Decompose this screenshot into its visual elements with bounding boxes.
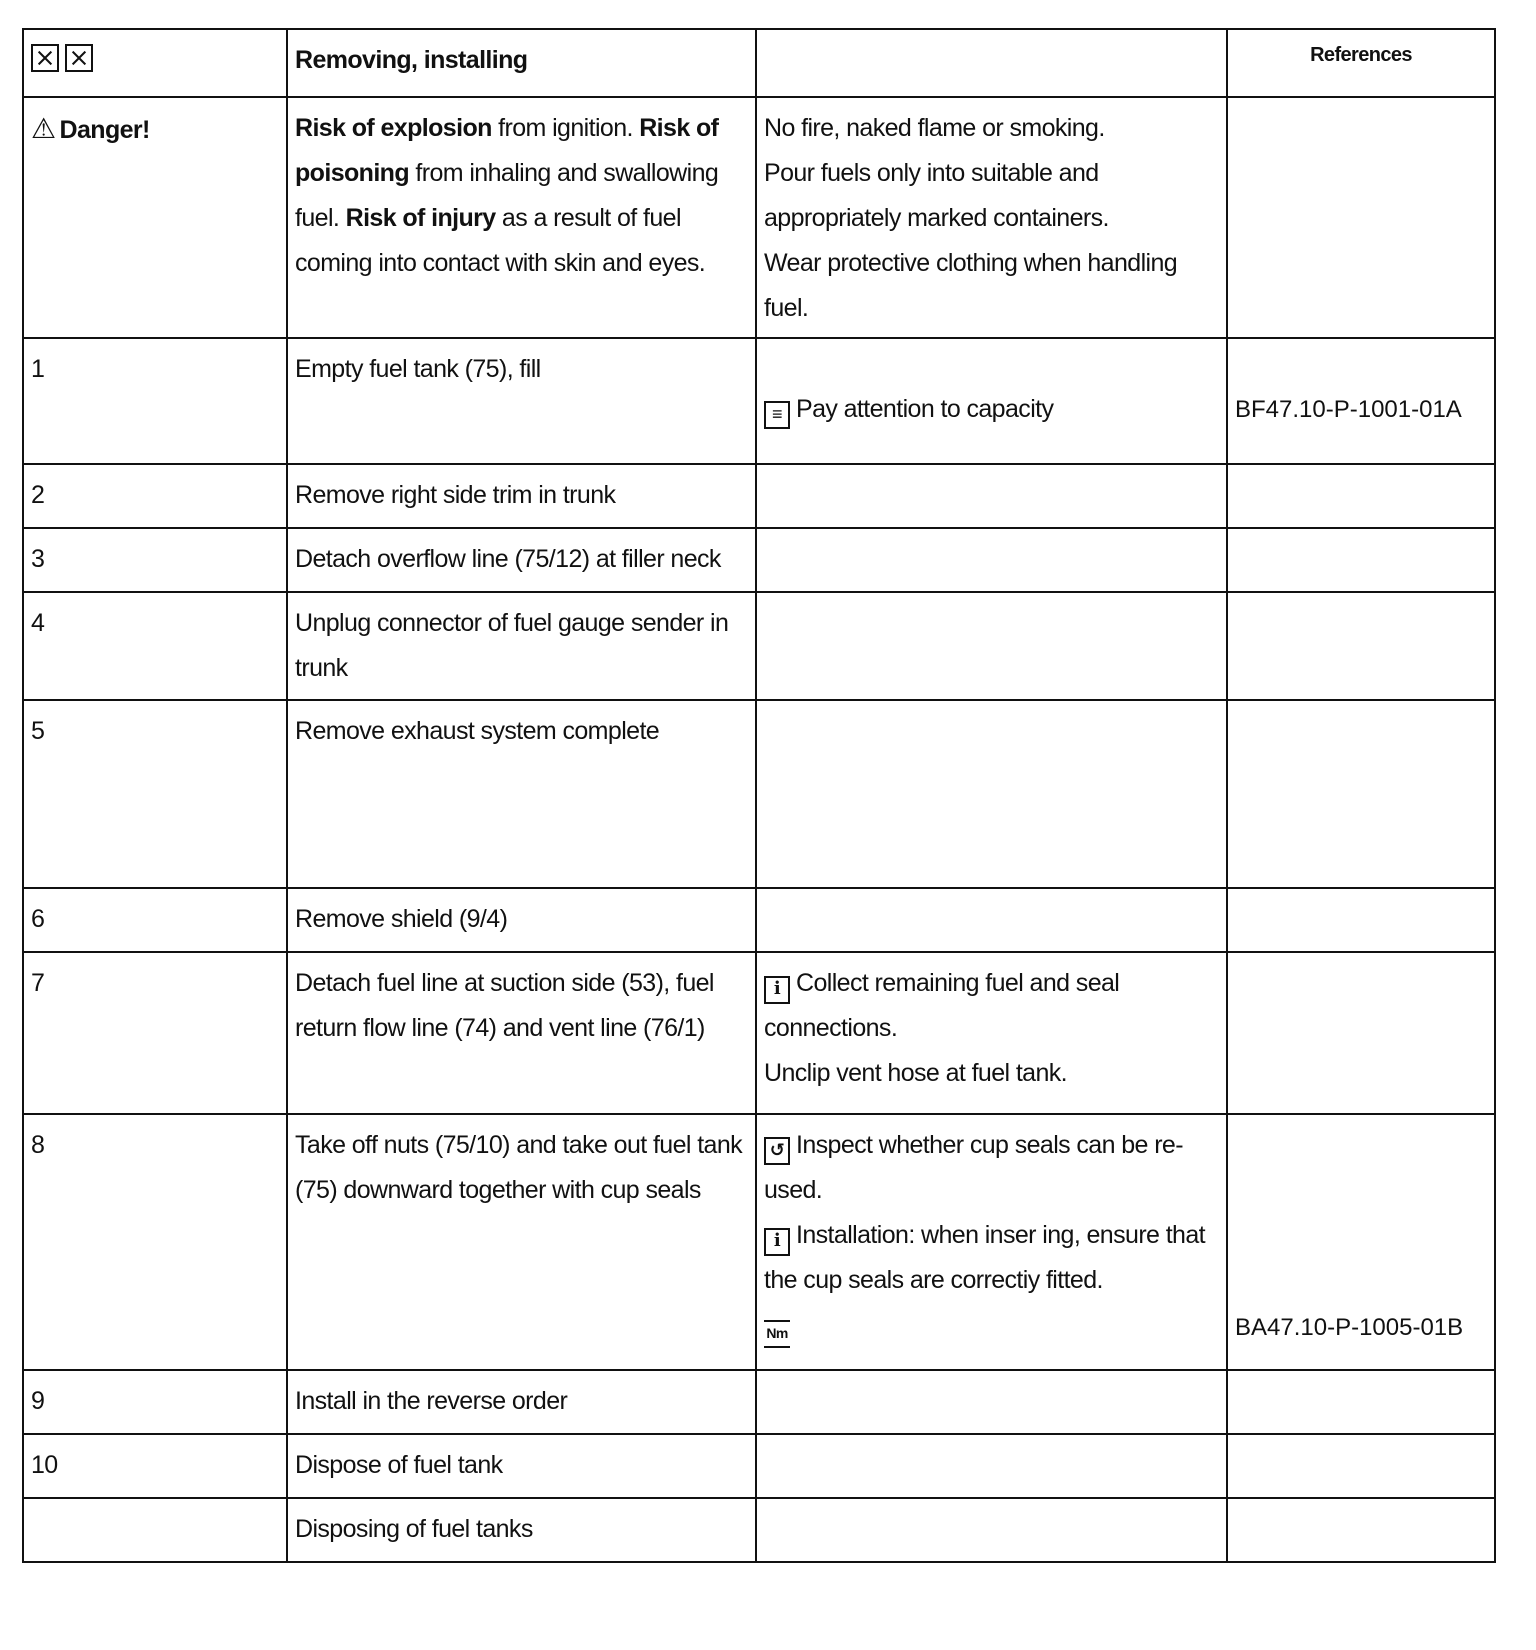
wrench-cross-icon: [65, 44, 93, 72]
danger-measure: No fire, naked flame or smoking.: [764, 114, 1105, 142]
step-ref: [1227, 592, 1495, 700]
wrench-cross-icon: [31, 44, 59, 72]
danger-description: [287, 97, 756, 338]
step-note: [756, 528, 1227, 592]
step-ref: [1227, 1498, 1495, 1562]
table-row: [23, 528, 1495, 592]
step-ref: [1227, 464, 1495, 528]
table-row: [23, 888, 1495, 952]
danger-measures: [756, 97, 1227, 338]
table-row: [23, 700, 1495, 888]
procedure-sheet: [22, 28, 1494, 1563]
step-number: 2: [23, 464, 287, 528]
step-ref: [1227, 1370, 1495, 1434]
info-note: Collect remaining fuel and seal connections.: [764, 969, 1120, 1042]
procedure-table: [22, 28, 1496, 1563]
torque-icon: Nm: [764, 1320, 790, 1348]
step-text: Take off nuts (75/10) and take out fuel tank (75) downward together with cup seals: [287, 1114, 756, 1370]
step-text: Remove exhaust system complete: [287, 700, 756, 888]
step-text: Dispose of fuel tank: [287, 1434, 756, 1498]
step-ref: [1227, 1114, 1495, 1370]
step-text: Empty fuel tank (75), fill: [287, 338, 756, 464]
table-header-row: [23, 29, 1495, 97]
step-text: Remove right side trim in trunk: [287, 464, 756, 528]
table-row: [23, 592, 1495, 700]
header-col3: [756, 29, 1227, 97]
step-text: Remove shield (9/4): [287, 888, 756, 952]
step-number: 10: [23, 1434, 287, 1498]
step-number: 9: [23, 1370, 287, 1434]
step-number: 3: [23, 528, 287, 592]
table-row: [23, 1498, 1495, 1562]
step-number: 7: [23, 952, 287, 1114]
step-note: [756, 1434, 1227, 1498]
step-text: Disposing of fuel tanks: [287, 1498, 756, 1562]
step-note: [756, 338, 1227, 464]
header-references: References: [1227, 29, 1495, 97]
step-note: [756, 592, 1227, 700]
danger-measure: Pour fuels only into suitable and appropriately marked containers.: [764, 159, 1109, 232]
step-note: [756, 1498, 1227, 1562]
table-row: [23, 1434, 1495, 1498]
step-ref: [1227, 528, 1495, 592]
danger-risk-2: Risk of poisoning: [295, 114, 719, 187]
step-number: 8: [23, 1114, 287, 1370]
table-row: [23, 952, 1495, 1114]
step-note: [756, 952, 1227, 1114]
danger-ref: [1227, 97, 1495, 338]
step-note: [756, 1114, 1227, 1370]
capacity-note: Pay attention to capacity: [796, 395, 1054, 423]
step-ref: [1227, 888, 1495, 952]
step-note: [756, 464, 1227, 528]
step-number: 5: [23, 700, 287, 888]
danger-row: [23, 97, 1495, 338]
step-number: 1: [23, 338, 287, 464]
step-text: Detach fuel line at suction side (53), fuel return flow line (74) and vent line (76/1): [287, 952, 756, 1114]
info-note: Unclip vent hose at fuel tank.: [764, 1059, 1068, 1087]
danger-label: Danger!: [59, 116, 150, 144]
danger-label-cell: [23, 97, 287, 338]
info-note: Installation: when inser ing, ensure that the cup seals are correctiy fitted.: [764, 1221, 1205, 1294]
step-number: [23, 1498, 287, 1562]
step-ref: [1227, 1434, 1495, 1498]
danger-text-2: from inhaling and swallowing fuel.: [295, 159, 719, 232]
info-icon: i: [764, 1228, 790, 1256]
step-text: Install in the reverse order: [287, 1370, 756, 1434]
capacity-icon: ≡: [764, 401, 790, 429]
step-text: Detach overflow line (75/12) at filler neck: [287, 528, 756, 592]
step-ref: [1227, 338, 1495, 464]
step-text: Unplug connector of fuel gauge sender in trunk: [287, 592, 756, 700]
danger-measure: Wear protective clothing when handling fuel.: [764, 249, 1178, 322]
table-row: [23, 338, 1495, 464]
reference-link[interactable]: BA47.10-P-1005-01B: [1235, 1314, 1464, 1341]
header-title: Removing, installing: [287, 29, 756, 97]
danger-text-3: as a result of fuel coming into contact with skin and eyes.: [295, 204, 706, 277]
danger-risk-3: Risk of injury: [345, 204, 496, 232]
inspect-note: Inspect whether cup seals can be re-used.: [764, 1131, 1183, 1204]
step-number: 4: [23, 592, 287, 700]
table-row: [23, 464, 1495, 528]
step-ref: [1227, 952, 1495, 1114]
danger-text-1: from ignition.: [491, 114, 640, 142]
step-number: 6: [23, 888, 287, 952]
warning-triangle-icon: ⚠: [31, 113, 56, 144]
step-ref: [1227, 700, 1495, 888]
table-row: [23, 1370, 1495, 1434]
header-tools-cell: [23, 29, 287, 97]
info-icon: i: [764, 976, 790, 1004]
step-note: [756, 700, 1227, 888]
inspect-icon: ↺: [764, 1137, 790, 1165]
reference-link[interactable]: BF47.10-P-1001-01A: [1235, 396, 1462, 423]
step-note: [756, 1370, 1227, 1434]
danger-risk-1: Risk of explosion: [295, 114, 492, 142]
table-row: [23, 1114, 1495, 1370]
step-note: [756, 888, 1227, 952]
